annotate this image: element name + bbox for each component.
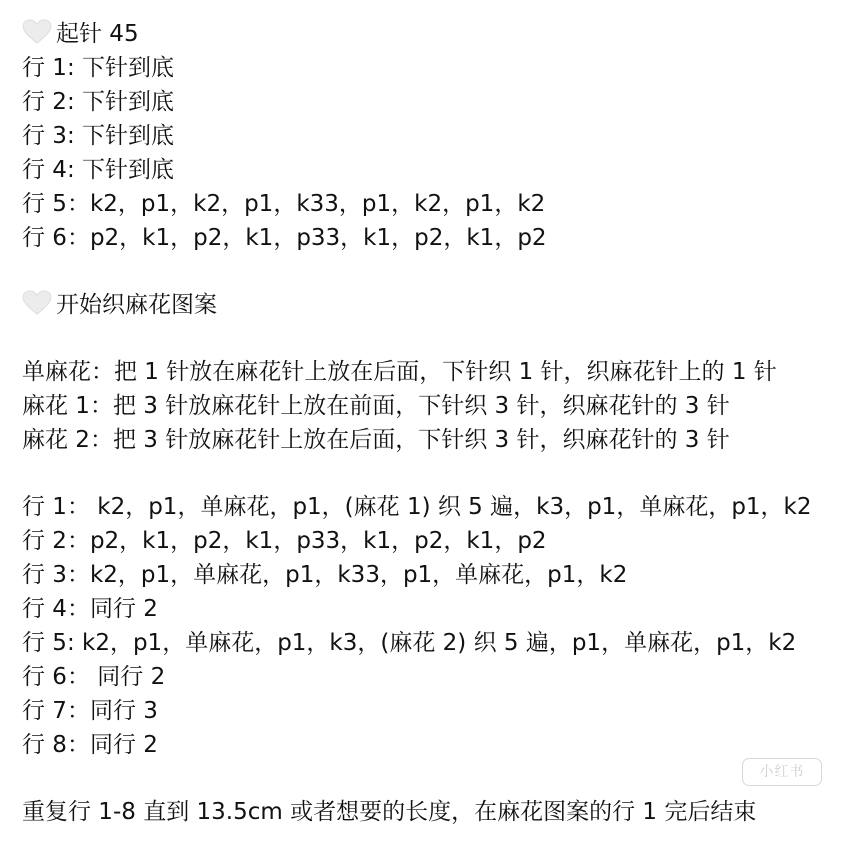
definition-line: 单麻花：把 1 针放在麻花针上放在后面，下针织 1 针，织麻花针上的 1 针 <box>22 359 777 385</box>
row-line: 行 4: 下针到底 <box>22 157 175 183</box>
cast-on-text: 起针 45 <box>56 21 139 47</box>
pattern-heading-text: 开始织麻花图案 <box>56 292 217 318</box>
repeat-instruction: 重复行 1-8 直到 13.5cm 或者想要的长度，在麻花图案的行 1 完后结束 <box>22 799 757 825</box>
heart-icon <box>22 290 52 316</box>
pattern-heading <box>22 288 858 322</box>
pattern-row-line: 行 1： k2，p1，单麻花，p1，(麻花 1) 织 5 遍，k3，p1，单麻花，p1，k2 <box>22 494 812 520</box>
cast-on-line <box>22 17 858 51</box>
row-line: 行 5：k2，p1，k2，p1，k33，p1，k2，p1，k2 <box>22 191 546 217</box>
pattern-row-line: 行 4：同行 2 <box>22 596 158 622</box>
definition-line: 麻花 1：把 3 针放麻花针上放在前面，下针织 3 针，织麻花针的 3 针 <box>22 393 730 419</box>
pattern-row-line: 行 5: k2，p1，单麻花，p1，k3，(麻花 2) 织 5 遍，p1，单麻花，p1，k2 <box>22 630 797 656</box>
pattern-row-line: 行 6： 同行 2 <box>22 664 166 690</box>
definition-line: 麻花 2：把 3 针放麻花针上放在后面，下针织 3 针，织麻花针的 3 针 <box>22 427 730 453</box>
pattern-row-line: 行 8：同行 2 <box>22 732 158 758</box>
pattern-row-line: 行 2：p2，k1，p2，k1，p33，k1，p2，k1，p2 <box>22 528 547 554</box>
row-line: 行 6：p2，k1，p2，k1，p33，k1，p2，k1，p2 <box>22 225 547 251</box>
pattern-row-line: 行 7：同行 3 <box>22 698 158 724</box>
pattern-document <box>22 17 858 829</box>
watermark-logo: 小红书 <box>742 758 822 786</box>
row-line: 行 3: 下针到底 <box>22 123 175 149</box>
heart-icon <box>22 19 52 45</box>
row-line: 行 1: 下针到底 <box>22 55 175 81</box>
spacer <box>22 322 858 355</box>
pattern-row-line: 行 3：k2，p1，单麻花，p1，k33，p1，单麻花，p1，k2 <box>22 562 628 588</box>
spacer <box>22 457 858 490</box>
spacer <box>22 762 858 795</box>
spacer <box>22 255 858 288</box>
row-line: 行 2: 下针到底 <box>22 89 175 115</box>
